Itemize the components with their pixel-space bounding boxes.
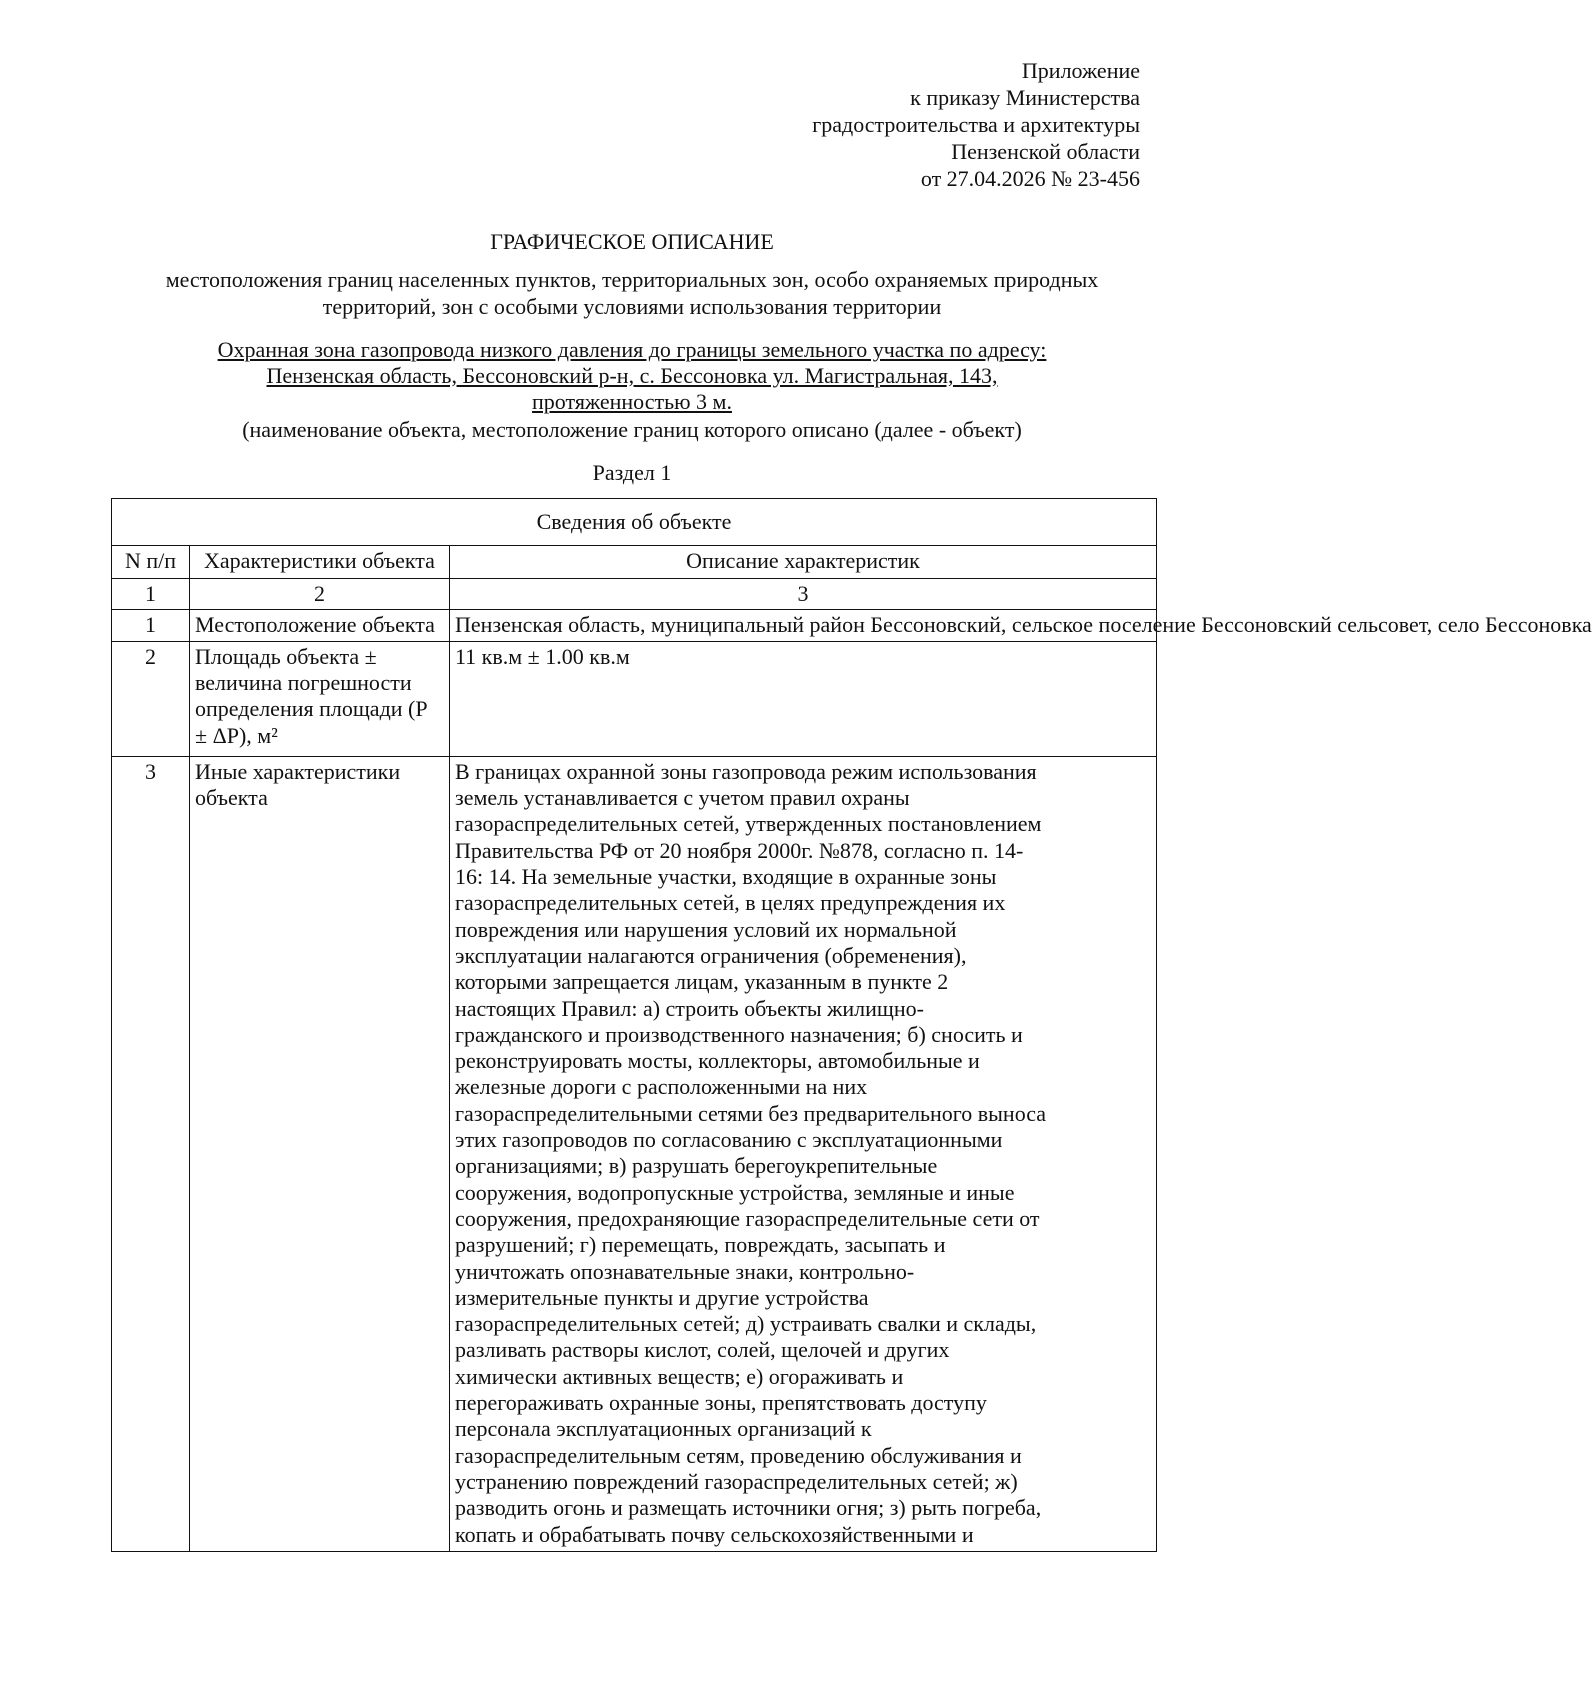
description-line: сооружения, предохраняющие газораспределительные сети от: [455, 1205, 1040, 1231]
appendix-line: к приказу Министерства: [910, 85, 1140, 110]
description-line: земель устанавливается с учетом правил охраны: [455, 785, 910, 811]
object-caption: (наименование объекта, местоположение границ которого описано (далее - объект): [242, 417, 1022, 442]
column-header: Характеристики объекта: [190, 546, 450, 578]
description-line: устранению повреждений газораспределительных сетей; ж): [455, 1468, 1018, 1494]
description-line: газораспределительных сетей, в целях предупреждения их: [455, 890, 1006, 916]
description-line: перегораживать охранные зоны, препятствовать доступу: [455, 1390, 987, 1416]
appendix-line: градостроительства и архитектуры: [812, 112, 1140, 137]
description-line: измерительные пункты и другие устройства: [455, 1284, 869, 1310]
section-title: Раздел 1: [592, 460, 672, 485]
object-name-line: Пензенская область, Бессоновский р-н, с. Бессоновка ул. Магистральная, 143,: [266, 363, 998, 388]
table-row: [112, 756, 1157, 1551]
description-line: повреждения или нарушения условий их нормальной: [455, 916, 957, 942]
description-line: газораспределительных сетей, утвержденных постановлением: [455, 811, 1042, 837]
description-line: настоящих Правил: а) строить объекты жилищно-: [455, 995, 924, 1021]
appendix-block: [812, 57, 1140, 192]
description-line: химически активных веществ; е) огораживать и: [455, 1363, 904, 1389]
description-line: уничтожать опознавательные знаки, контрольно-: [455, 1258, 915, 1284]
row-description: Пензенская область, муниципальный район Бессоновский, сельское поселение Бессоновский сельсовет, село Бессоновка: [450, 609, 1157, 641]
table-row: [112, 609, 1157, 641]
table-caption-row: [112, 499, 1157, 546]
description-line: разводить огонь и размещать источники огня; з) рыть погреба,: [455, 1495, 1042, 1521]
description-line: газораспределительным сетям, проведению обслуживания и: [455, 1442, 1022, 1468]
column-number: 1: [112, 578, 190, 609]
object-info-table: [111, 498, 1592, 1552]
appendix-line: Приложение: [1021, 58, 1140, 83]
appendix-line: от 27.04.2026 № 23-456: [920, 166, 1140, 191]
description-line: персонала эксплуатационных организаций к: [455, 1416, 872, 1442]
row-characteristic: Площадь объекта ± величина погрешности определения площади (Р ± ΔР), м²: [190, 641, 450, 756]
column-header: N п/п: [112, 546, 190, 578]
table-column-numbers-row: [112, 578, 1157, 609]
row-description: 11 кв.м ± 1.00 кв.м: [450, 641, 1157, 756]
description-line: которыми запрещается лицам, указанным в пункте 2: [455, 969, 949, 995]
description-line: этих газопроводов по согласованию с эксплуатационными: [455, 1127, 1003, 1153]
description-line: газораспределительными сетями без предварительного выноса: [455, 1100, 1047, 1126]
column-number: 2: [190, 578, 450, 609]
row-characteristic: Местоположение объекта: [190, 609, 450, 641]
description-line: разливать растворы кислот, солей, щелочей и других: [455, 1337, 950, 1363]
table-row: [112, 641, 1157, 756]
row-description: [450, 756, 1157, 1551]
object-name-line: Охранная зона газопровода низкого давления до границы земельного участка по адресу:: [217, 337, 1047, 362]
appendix-line: Пензенской области: [951, 139, 1140, 164]
document-title: ГРАФИЧЕСКОЕ ОПИСАНИЕ: [490, 229, 774, 254]
column-header: Описание характеристик: [450, 546, 1157, 578]
object-name-line: протяженностью 3 м.: [532, 389, 732, 414]
object-name-block: [130, 337, 1134, 443]
row-number: 2: [112, 641, 190, 756]
column-number: 3: [450, 578, 1157, 609]
row-number: 1: [112, 609, 190, 641]
document-subtitle: местоположения границ населенных пунктов, территориальных зон, особо охраняемых природных территорий, зон с особыми условиями использования территории: [165, 267, 1099, 319]
description-line: организациями; в) разрушать берегоукрепительные: [455, 1153, 938, 1179]
description-line: 16: 14. На земельные участки, входящие в охранные зоны: [455, 864, 997, 890]
description-line: газораспределительных сетей; д) устраивать свалки и склады,: [455, 1311, 1037, 1337]
row-characteristic: Иные характеристики объекта: [190, 756, 450, 1551]
description-line: разрушений; г) перемещать, повреждать, засыпать и: [455, 1232, 946, 1258]
description-line: реконструировать мосты, коллекторы, автомобильные и: [455, 1048, 980, 1074]
description-line: Правительства РФ от 20 ноября 2000г. №878, согласно п. 14-: [455, 837, 1024, 863]
row-number: 3: [112, 756, 190, 1551]
description-line: копать и обрабатывать почву сельскохозяйственными и: [455, 1521, 974, 1547]
description-line: сооружения, водопропускные устройства, земляные и иные: [455, 1179, 1015, 1205]
table-header-row: [112, 546, 1157, 578]
description-line: В границах охранной зоны газопровода режим использования: [455, 758, 1037, 784]
description-line: гражданского и производственного назначения; б) сносить и: [455, 1021, 1023, 1047]
description-line: железные дороги с расположенными на них: [455, 1074, 868, 1100]
table-caption: Сведения об объекте: [112, 499, 1157, 546]
description-line: эксплуатации налагаются ограничения (обременения),: [455, 942, 967, 968]
